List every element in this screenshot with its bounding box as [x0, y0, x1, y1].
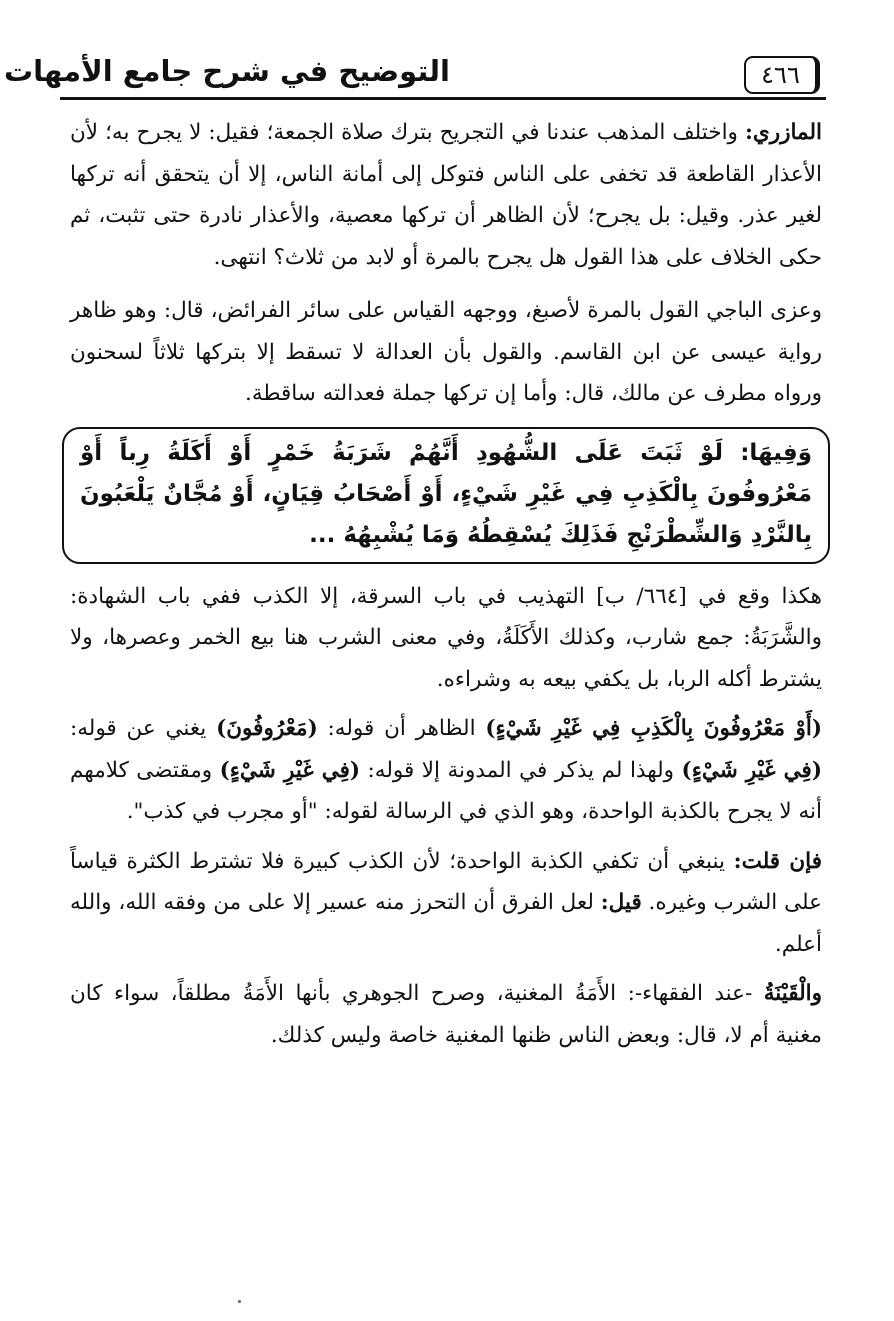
- matn-quote-text: وَفِيهَا: لَوْ ثَبَتَ عَلَى الشُّهُودِ أَنَّهُمْ شَرَبَةُ خَمْرٍ أَوْ أَكَلَةُ رِباً أَوْ مَعْرُوفُونَ بِالْكَذِبِ فِي غَيْرِ شَيْءٍ، أَوْ أَصْحَابُ قِيَانٍ، أَوْ مُجَّانٌ يَلْعَبُونَ بِالنَّرْدِ وَالشِّطْرَنْجِ فَذَلِكَ يُسْقِطُهُ وَمَا يُشْبِهُهُ ...: [80, 439, 812, 548]
- quoted-term: (فِي غَيْرِ شَيْءٍ): [219, 757, 361, 783]
- paragraph-gap: [70, 700, 822, 708]
- header-rule: [60, 97, 826, 100]
- paragraph-objection: [70, 841, 822, 966]
- paragraph-gap: [70, 278, 822, 290]
- paragraph-text: واختلف المذهب عندنا في التجريح بترك صلاة الجمعة؛ فقيل: لا يجرح به؛ لأن الأعذار القاطعة قد تخفى على الناس فتوكل إلى أمانة الناس، إلا أن يتحقق أنه تركها لغير عذر. وقيل: بل يجرح؛ لأن الظاهر أن تركها معصية، والأعذار نادرة حتى تثبت، ثم حكى الخلاف على هذا القول هل يجرح بالمرة أو لابد من ثلاث؟ انتهى.: [70, 120, 822, 270]
- paragraph-text: ينبغي أن تكفي الكذبة الواحدة؛ لأن الكذب كبيرة فلا تشترط الكثرة قياساً على الشرب وغيره.: [70, 848, 822, 915]
- paragraph-mazari: [70, 112, 822, 278]
- paragraph-lead: فإن قلت:: [733, 848, 823, 874]
- paragraph-lead: المازري:: [744, 120, 822, 145]
- paragraph-text: -عند الفقهاء-: الأَمَةُ المغنية، وصرح الجوهري بأنها الأَمَةُ مطلقاً، سواء كان مغنية أم لا، قال: وبعض الناس ظنها المغنية خاصة وليس كذلك.: [70, 981, 822, 1048]
- paragraph-tahdhib: [70, 576, 822, 701]
- paragraph-text: ولهذا لم يذكر في المدونة إلا قوله:: [360, 757, 682, 783]
- paragraph-text: وعزى الباجي القول بالمرة لأصبغ، ووجهه القياس على سائر الفرائض، قال: وهو ظاهر رواية عيسى عن ابن القاسم. والقول بأن العدالة لا تسقط إلا بتركها ثلاثاً لسحنون ورواه مطرف عن مالك، قال: وأما إن تركها جملة فعدالته ساقطة.: [70, 298, 822, 406]
- page-body: [70, 112, 822, 1056]
- paragraph-kadhib: [70, 708, 822, 833]
- paragraph-lead: (أَوْ مَعْرُوفُونَ بِالْكَذِبِ فِي غَيْرِ شَيْءٍ): [485, 716, 822, 741]
- page-number: ٤٦٦: [744, 56, 820, 94]
- paragraph-qayna: [70, 973, 822, 1056]
- print-speck: [238, 1300, 241, 1303]
- paragraph-gap: [70, 833, 822, 841]
- paragraph-text: ومقتضى كلامهم أنه لا يجرح بالكذبة الواحدة، وهو الذي في الرسالة لقوله: "أو مجرب في كذب".: [70, 757, 822, 824]
- paragraph-text: هكذا وقع في [٦٦٤/ ب] التهذيب في باب السرقة، إلا الكذب ففي باب الشهادة: والشَّرَبَةُ: جمع شارب، وكذلك الأَكَلَةُ، وفي معنى الشرب هنا بيع الخمر وعصرها، ولا يشترط أكله الربا، بل يكفي بيعه به وشراءه.: [70, 583, 822, 692]
- matn-quote-box: [62, 427, 830, 564]
- paragraph-gap: [70, 965, 822, 973]
- paragraph-lead: قيل:: [600, 890, 642, 915]
- paragraph-text: الظاهر أن قوله:: [317, 716, 486, 741]
- quoted-term: (فِي غَيْرِ شَيْءٍ): [681, 757, 822, 783]
- paragraph-lead: والْقَيْنَةُ: [763, 981, 822, 1006]
- paragraph-text: لعل الفرق أن التحرز منه عسير إلا على من وفقه الله، والله أعلم.: [70, 890, 822, 957]
- page-header: [3, 48, 826, 100]
- running-title: التوضيح في شرح جامع الأمهات: [3, 54, 450, 88]
- quoted-term: (مَعْرُوفُونَ): [216, 716, 318, 741]
- paragraph-text: يغني عن قوله:: [70, 716, 217, 741]
- paragraph-baji: [70, 290, 822, 415]
